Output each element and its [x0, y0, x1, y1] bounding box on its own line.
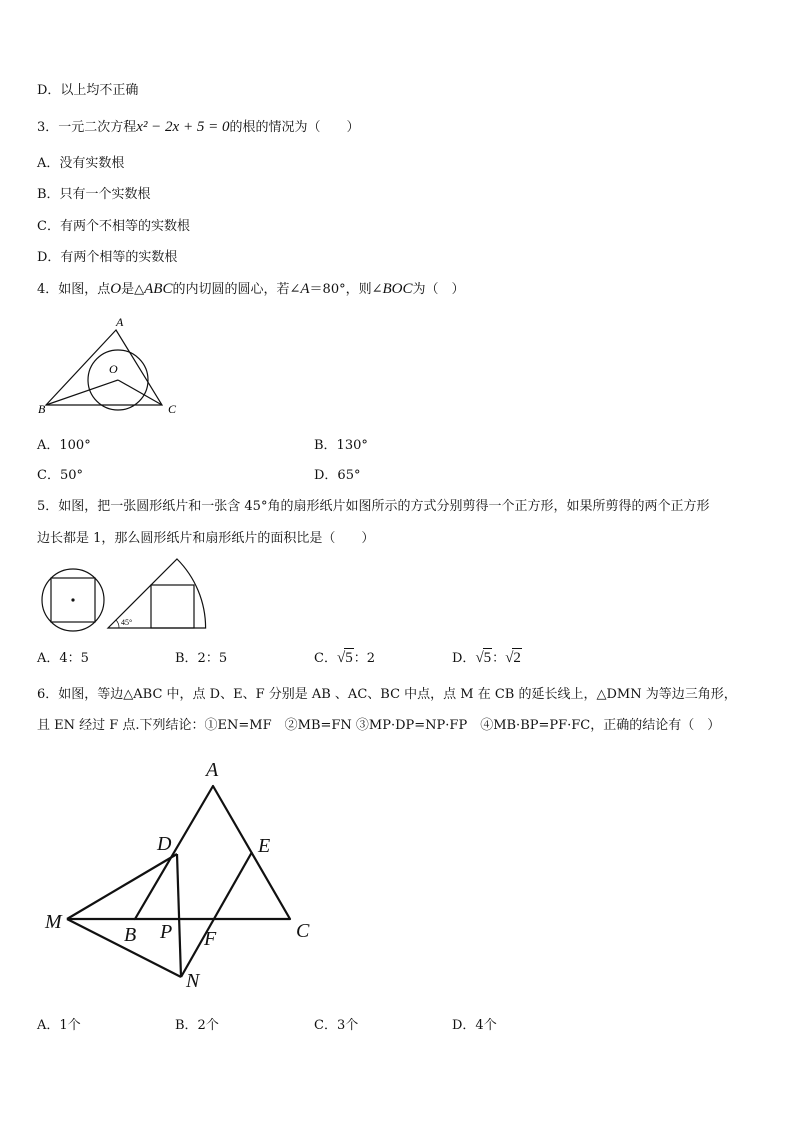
- q4-figure: [32, 312, 192, 422]
- q5-option-d-sqrt2: √2: [505, 650, 521, 666]
- q6-label-n: N: [186, 970, 200, 992]
- q4-text-b: 是△: [121, 282, 145, 297]
- q4-triangle-abc: ABC: [144, 281, 173, 297]
- q3-prefix: 3．一元二次方程: [37, 120, 137, 135]
- q4-option-c: C．50°: [37, 468, 83, 483]
- q4-text-e: 为（ ）: [412, 282, 465, 297]
- q5-option-d-radicand2: 2: [513, 650, 521, 666]
- q4-stem: [37, 280, 465, 299]
- q5-option-d-sqrt1: √5: [475, 650, 492, 666]
- q6-label-c: C: [296, 920, 310, 942]
- q3-option-b: B．只有一个实数根: [37, 187, 151, 202]
- q3-equation: x² − 2x + 5 = 0: [136, 119, 230, 135]
- q6-option-a: A．1个: [37, 1018, 81, 1033]
- q6-label-e: E: [258, 835, 271, 857]
- q6-figure: [36, 754, 336, 994]
- q5-option-d-prefix: D．: [452, 651, 476, 666]
- q4-text-a: 4．如图，点: [37, 282, 111, 297]
- q4-angle-boc: BOC: [382, 281, 413, 297]
- q5-stem-line2: 边长都是 1，那么圆形纸片和扇形纸片的面积比是（ ）: [37, 531, 375, 546]
- q6-stem-line2: 且 EN 经过 F 点.下列结论：①EN=MF ②MB=FN ③MP·DP=NP·FP ④MB·BP=PF·FC，正确的结论有（ ）: [37, 718, 721, 733]
- q6-stem-line1: 6．如图，等边△ABC 中，点 D、E、F 分别是 AB 、AC、BC 中点，点 M 在 CB 的延长线上，△DMN 为等边三角形，: [37, 687, 737, 702]
- q4-segment-bo: [46, 380, 118, 405]
- q5-option-c-sqrt: √5: [336, 650, 353, 666]
- q4-angle-a: A: [300, 281, 310, 297]
- q6-label-m: M: [45, 911, 62, 933]
- q3-stem: [37, 118, 359, 137]
- q6-label-d: D: [157, 833, 172, 855]
- q4-label-a: A: [116, 315, 124, 329]
- q3-option-d: D．有两个相等的实数根: [37, 250, 178, 265]
- q5-option-d-sep: ：: [492, 651, 506, 666]
- q5-option-b: B．2：5: [175, 651, 228, 666]
- q4-option-a: A．100°: [37, 438, 91, 453]
- q5-option-d-radicand1: 5: [483, 650, 492, 666]
- q3-suffix: 的根的情况为（ ）: [229, 120, 360, 135]
- q5-option-d: [452, 648, 522, 668]
- q2-option-d: D．以上均不正确: [37, 83, 139, 98]
- q5-option-a: A．4：5: [37, 651, 89, 666]
- q5-figure: [36, 558, 216, 636]
- q4-option-d: D．65°: [314, 468, 361, 483]
- q5-circle-center: [71, 598, 74, 601]
- q5-sector-square: [151, 585, 194, 628]
- q6-segment-md: [67, 854, 177, 919]
- q6-option-d: D．4个: [452, 1018, 497, 1033]
- q6-label-f: F: [204, 928, 217, 950]
- q6-segment-en: [181, 852, 252, 977]
- q3-option-c: C．有两个不相等的实数根: [37, 219, 190, 234]
- q6-option-c: C．3个: [314, 1018, 359, 1033]
- q6-label-a: A: [206, 759, 219, 781]
- q5-option-c: [314, 648, 375, 668]
- q5-option-c-radicand: 5: [345, 650, 353, 666]
- q4-text-d: ＝80°，则∠: [309, 282, 383, 297]
- q4-label-c: C: [168, 402, 177, 416]
- q6-segment-dn: [177, 854, 181, 977]
- q5-option-c-suffix: ：2: [353, 651, 375, 666]
- q4-point-o: O: [110, 281, 122, 297]
- q4-label-o: O: [109, 362, 118, 376]
- q6-label-p: P: [160, 921, 173, 943]
- q6-label-b: B: [124, 924, 137, 946]
- q4-option-b: B．130°: [314, 438, 368, 453]
- q5-stem-line1: 5．如图，把一张圆形纸片和一张含 45°角的扇形纸片如图所示的方式分别剪得一个正方形，如果所剪得的两个正方形: [37, 499, 710, 514]
- q4-label-b: B: [38, 402, 46, 416]
- q6-option-b: B．2个: [175, 1018, 219, 1033]
- q5-angle-arc: [116, 620, 119, 628]
- q3-option-a: A．没有实数根: [37, 156, 125, 171]
- q5-option-c-prefix: C．: [314, 651, 337, 666]
- q5-angle-label: 45°: [121, 618, 133, 627]
- q4-text-c: 的内切圆的圆心，若∠: [172, 282, 301, 297]
